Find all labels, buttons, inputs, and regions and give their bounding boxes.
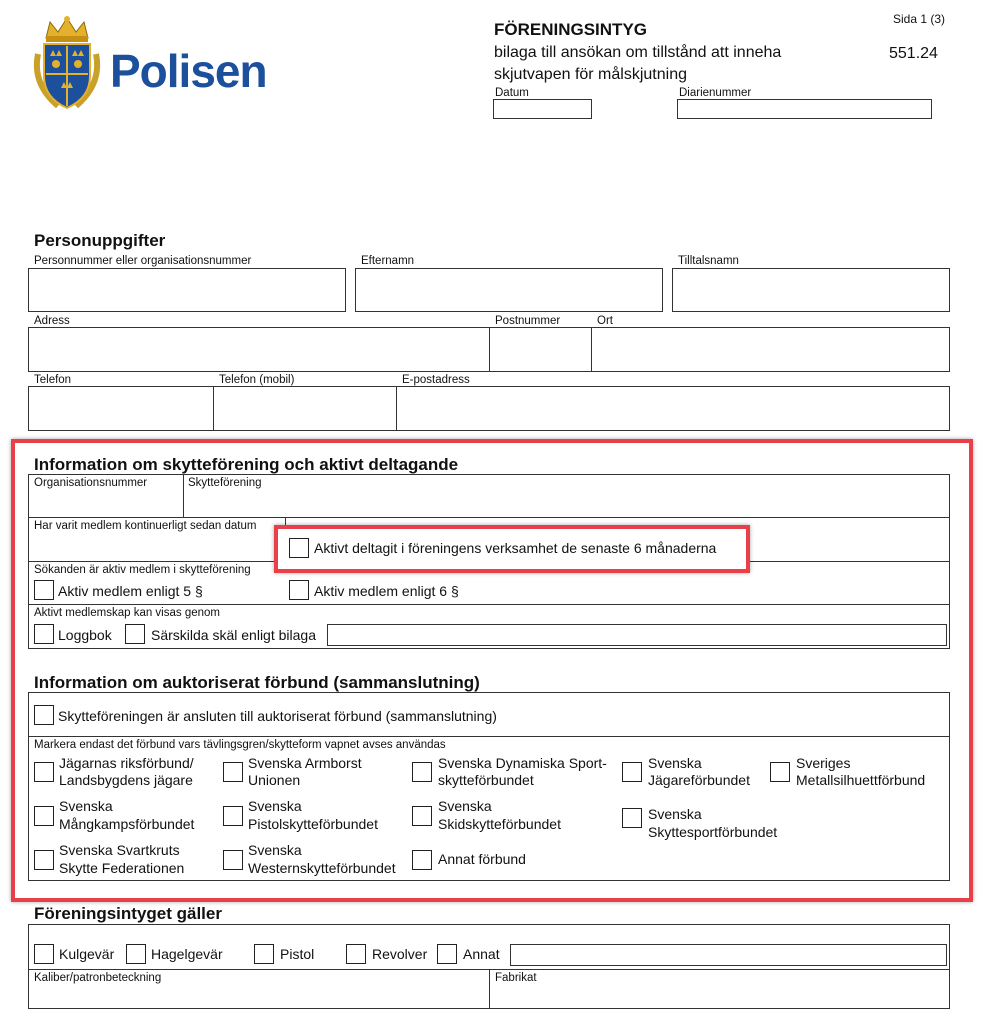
aktiv6-text: Aktiv medlem enligt 6 §	[314, 583, 459, 599]
form-title: FÖRENINGSINTYG	[494, 20, 648, 39]
federation-heading: Information om auktoriserat förbund (sammanslutning)	[34, 673, 480, 692]
forening-label: Skytteförening	[188, 477, 262, 489]
option-line1: Svenska Dynamiska Sport-	[438, 755, 607, 771]
club-heading: Information om skytteförening och aktivt deltagande	[34, 455, 459, 474]
visas-label: Aktivt medlemskap kan visas genom	[34, 607, 220, 619]
option-line2: Westernskytteförbundet	[248, 860, 396, 876]
postnummer-field[interactable]	[489, 327, 592, 372]
option-line1: Annat förbund	[438, 851, 526, 867]
form-number: 551.24	[889, 45, 938, 62]
tilltalsnamn-field[interactable]	[672, 268, 950, 312]
mobil-field[interactable]	[213, 386, 397, 431]
postnummer-label: Postnummer	[495, 315, 561, 327]
option-line1: Jägarnas riksförbund/	[59, 755, 194, 771]
form-subtitle-line2: skjutvapen för målskjutning	[494, 66, 687, 83]
option-line2: Unionen	[248, 772, 301, 788]
kulgevar-text: Kulgevär	[59, 946, 115, 962]
personnummer-label: Personnummer eller organisationsnummer	[34, 255, 252, 267]
orgnr-label: Organisationsnummer	[34, 477, 148, 489]
option-line2: skytteförbundet	[438, 772, 534, 788]
datum-field[interactable]	[493, 99, 592, 119]
tilltalsnamn-label: Tilltalsnamn	[678, 255, 739, 267]
loggbok-text: Loggbok	[58, 627, 112, 643]
revolver-text: Revolver	[372, 946, 428, 962]
option-line1: Svenska	[648, 755, 702, 771]
option-line2: Jägareförbundet	[648, 772, 750, 788]
ort-field[interactable]	[591, 327, 950, 372]
option-line2: Metallsilhuettförbund	[796, 772, 926, 788]
markera-label: Markera endast det förbund vars tävlingsgren/skytteform vapnet avses användas	[34, 739, 446, 751]
telefon-label: Telefon	[34, 374, 72, 386]
pistol-checkbox[interactable]	[254, 944, 274, 964]
option-line2: Pistolskytteförbundet	[248, 816, 378, 832]
annat-checkbox[interactable]	[437, 944, 457, 964]
police-emblem-icon	[28, 14, 106, 114]
fabrikat-label: Fabrikat	[495, 972, 537, 984]
option-line2: Skyttesportförbundet	[648, 824, 778, 840]
validity-heading: Föreningsintyget gäller	[34, 904, 222, 923]
option-line1: Svenska	[248, 798, 302, 814]
personnummer-field[interactable]	[28, 268, 346, 312]
option-line1: Svenska	[438, 798, 492, 814]
ansluten-text: Skytteföreningen är ansluten till auktoriserat förbund (sammanslutning)	[58, 708, 497, 724]
kaliber-label: Kaliber/patronbeteckning	[34, 972, 162, 984]
option-line2: Landsbygdens jägare	[59, 772, 193, 788]
personuppgifter-heading: Personuppgifter	[34, 231, 166, 250]
option-line1: Svenska	[248, 842, 302, 858]
kulgevar-checkbox[interactable]	[34, 944, 54, 964]
form-subtitle-line1: bilaga till ansökan om tillstånd att inneha	[494, 44, 782, 61]
sarskilda-text: Särskilda skäl enligt bilaga	[151, 627, 316, 643]
mobil-label: Telefon (mobil)	[219, 374, 295, 386]
option-line1: Svenska Svartkruts	[59, 842, 180, 858]
annat-text: Annat	[463, 946, 500, 962]
epost-field[interactable]	[396, 386, 950, 431]
option-line2: Skytte Federationen	[59, 860, 185, 876]
efternamn-label: Efternamn	[361, 255, 415, 267]
highlight-frame	[11, 439, 973, 902]
option-line1: Svenska	[59, 798, 113, 814]
polisen-logo-text: Polisen	[110, 45, 267, 97]
option-line2: Mångkampsförbundet	[59, 816, 195, 832]
adress-field[interactable]	[28, 327, 490, 372]
epost-label: E-postadress	[402, 374, 470, 386]
adress-label: Adress	[34, 315, 70, 327]
telefon-field[interactable]	[28, 386, 214, 431]
medlem-sedan-label: Har varit medlem kontinuerligt sedan datum	[34, 520, 257, 532]
option-line2: Skidskytteförbundet	[438, 816, 561, 832]
option-line1: Sveriges	[796, 755, 851, 771]
datum-label: Datum	[495, 87, 529, 99]
hagelgevar-text: Hagelgevär	[151, 946, 223, 962]
option-line1: Svenska	[648, 806, 702, 822]
pistol-text: Pistol	[280, 946, 315, 962]
diarienummer-field[interactable]	[677, 99, 932, 119]
fabrikat-field[interactable]	[489, 969, 950, 1009]
ort-label: Ort	[597, 315, 613, 327]
aktiv-label: Sökanden är aktiv medlem i skytteförening	[34, 564, 251, 576]
option-line1: Svenska Armborst	[248, 755, 362, 771]
revolver-checkbox[interactable]	[346, 944, 366, 964]
aktivt-deltagit-text: Aktivt deltagit i föreningens verksamhet de senaste 6 månaderna	[314, 540, 717, 556]
annat-field[interactable]	[510, 944, 947, 966]
aktiv5-text: Aktiv medlem enligt 5 §	[58, 583, 203, 599]
diarienummer-label: Diarienummer	[679, 87, 752, 99]
efternamn-field[interactable]	[355, 268, 663, 312]
hagelgevar-checkbox[interactable]	[126, 944, 146, 964]
page-number: Sida 1 (3)	[893, 12, 946, 26]
